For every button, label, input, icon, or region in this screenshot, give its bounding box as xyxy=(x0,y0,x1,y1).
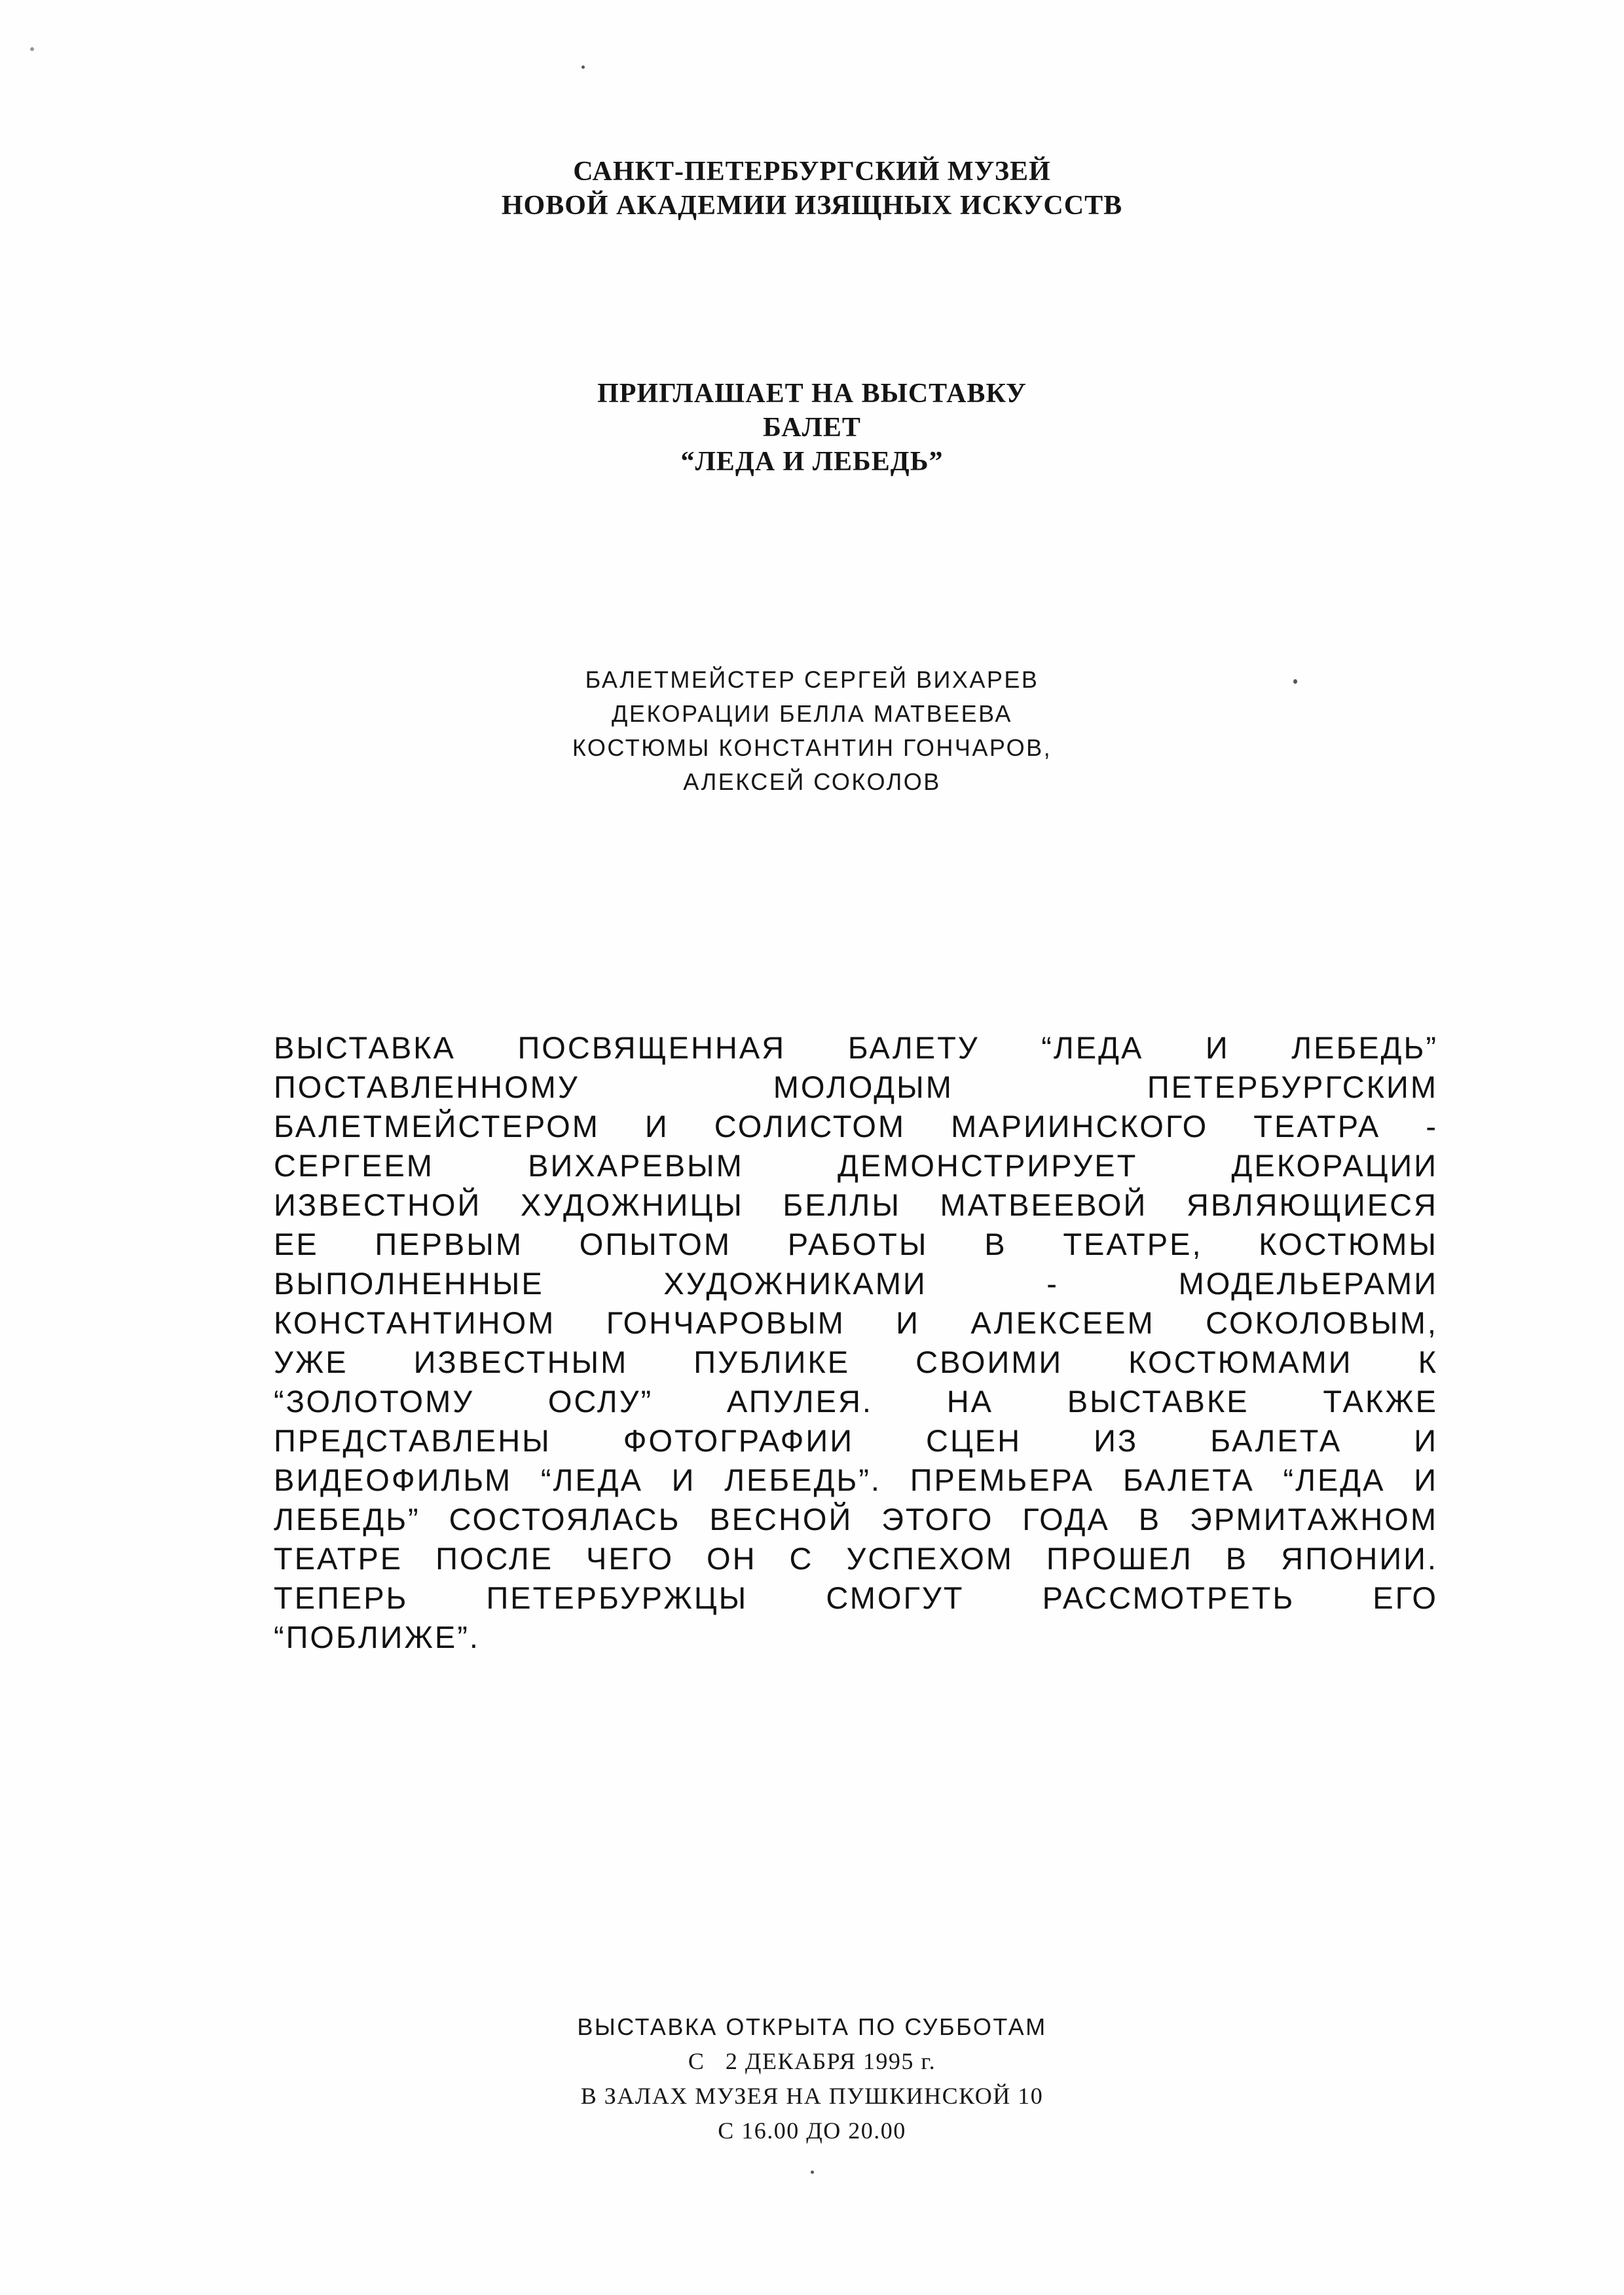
ballet-label: БАЛЕТ xyxy=(763,413,861,443)
museum-name-line-1: САНКТ-ПЕТЕРБУРГСКИЙ МУЗЕЙ xyxy=(573,157,1051,187)
credit-scenery: ДЕКОРАЦИИ БЕЛЛА МАТВЕЕВА xyxy=(612,700,1012,727)
museum-header xyxy=(0,155,1624,223)
paper-speck xyxy=(1293,679,1297,684)
description-line: “ЗОЛОТОМУ ОСЛУ” АПУЛЕЯ. НА ВЫСТАВКЕ ТАКЖЕ xyxy=(274,1384,1438,1419)
description-line: ВЫПОЛНЕННЫЕ ХУДОЖНИКАМИ - МОДЕЛЬЕРАМИ xyxy=(274,1266,1438,1301)
description-line: УЖЕ ИЗВЕСТНЫМ ПУБЛИКЕ СВОИМИ КОСТЮМАМИ К xyxy=(274,1345,1438,1379)
schedule xyxy=(0,2009,1624,2148)
invitation-heading xyxy=(0,377,1624,479)
schedule-days: ВЫСТАВКА ОТКРЫТА ПО СУББОТАМ xyxy=(577,2013,1047,2040)
description-line: ИЗВЕСТНОЙ ХУДОЖНИЦЫ БЕЛЛЫ МАТВЕЕВОЙ ЯВЛЯЮЩИЕСЯ xyxy=(274,1187,1438,1222)
credit-costumes: КОСТЮМЫ КОНСТАНТИН ГОНЧАРОВ, xyxy=(572,734,1052,761)
description-line: СЕРГЕЕМ ВИХАРЕВЫМ ДЕМОНСТРИРУЕТ ДЕКОРАЦИИ xyxy=(274,1148,1438,1183)
description-line: ТЕАТРЕ ПОСЛЕ ЧЕГО ОН С УСПЕХОМ ПРОШЕЛ В ЯПОНИИ. xyxy=(274,1541,1438,1576)
exhibition-description xyxy=(274,1028,1438,1657)
paper-speck xyxy=(811,2171,814,2174)
schedule-start-date xyxy=(0,2044,1624,2079)
credits xyxy=(0,663,1624,799)
description-line: ЕЕ ПЕРВЫМ ОПЫТОМ РАБОТЫ В ТЕАТРЕ, КОСТЮМЫ xyxy=(274,1227,1438,1261)
description-line: ЛЕБЕДЬ” СОСТОЯЛАСЬ ВЕСНОЙ ЭТОГО ГОДА В ЭРМИТАЖНОМ xyxy=(274,1502,1438,1537)
description-line: ВЫСТАВКА ПОСВЯЩЕННАЯ БАЛЕТУ “ЛЕДА И ЛЕБЕДЬ” xyxy=(274,1030,1438,1065)
ballet-title: “ЛЕДА И ЛЕБЕДЬ” xyxy=(680,447,944,477)
schedule-hours: С 16.00 ДО 20.00 xyxy=(718,2118,906,2144)
description-line: ВИДЕОФИЛЬМ “ЛЕДА И ЛЕБЕДЬ”. ПРЕМЬЕРА БАЛЕТА “ЛЕДА И xyxy=(274,1463,1438,1497)
description-line: БАЛЕТМЕЙСТЕРОМ И СОЛИСТОМ МАРИИНСКОГО ТЕАТРА - xyxy=(274,1109,1438,1144)
credit-costumes-continued: АЛЕКСЕЙ СОКОЛОВ xyxy=(683,768,941,795)
description-line: ПОСТАВЛЕННОМУ МОЛОДЫМ ПЕТЕРБУРГСКИМ xyxy=(274,1070,1438,1104)
credit-choreographer: БАЛЕТМЕЙСТЕР СЕРГЕЙ ВИХАРЕВ xyxy=(585,666,1039,693)
description-line: ПРЕДСТАВЛЕНЫ ФОТОГРАФИИ СЦЕН ИЗ БАЛЕТА И xyxy=(274,1423,1438,1458)
invitation-line: ПРИГЛАШАЕТ НА ВЫСТАВКУ xyxy=(597,379,1027,409)
schedule-start-prefix: С xyxy=(688,2048,705,2074)
description-line: КОНСТАНТИНОМ ГОНЧАРОВЫМ И АЛЕКСЕЕМ СОКОЛОВЫМ, xyxy=(274,1305,1438,1340)
schedule-date: 2 ДЕКАБРЯ 1995 г. xyxy=(725,2048,936,2074)
description-line: ТЕПЕРЬ ПЕТЕРБУРЖЦЫ СМОГУТ РАССМОТРЕТЬ ЕГО xyxy=(274,1580,1438,1615)
schedule-venue: В ЗАЛАХ МУЗЕЯ НА ПУШКИНСКОЙ 10 xyxy=(580,2083,1044,2109)
paper-speck xyxy=(30,47,34,51)
paper-speck xyxy=(581,65,585,69)
museum-name-line-2: НОВОЙ АКАДЕМИИ ИЗЯЩНЫХ ИСКУССТВ xyxy=(501,191,1123,221)
description-line: “ПОБЛИЖЕ”. xyxy=(274,1620,480,1654)
